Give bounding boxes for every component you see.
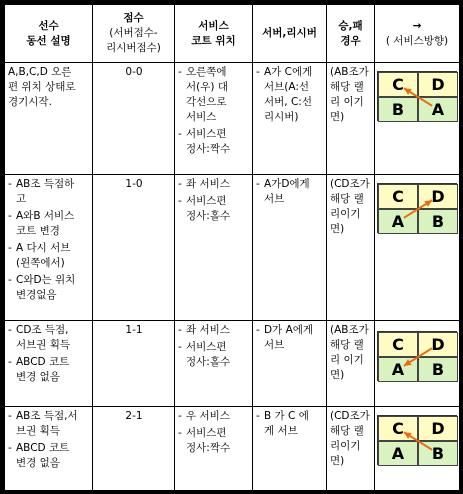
- player-b: B: [418, 209, 458, 234]
- win-loss-cell: (AB조가 해당 랠 리 이기 면): [327, 63, 375, 175]
- movement-cell: A,B,C,D 오른 편 위치 상태로 경기시작.: [5, 63, 93, 175]
- player-c: C: [378, 332, 418, 357]
- table-row: [5, 407, 460, 491]
- court-diagram: [377, 331, 457, 381]
- player-c: C: [378, 72, 418, 97]
- direction-cell: [375, 63, 460, 175]
- player-a: A: [378, 209, 418, 234]
- player-b: B: [418, 441, 458, 466]
- score-cell: 0-0: [93, 63, 175, 175]
- header-score: 점수 (서버점수- 리시버점수): [93, 5, 175, 63]
- court-diagram: [377, 415, 457, 465]
- player-a: A: [378, 357, 418, 382]
- player-c: C: [378, 416, 418, 441]
- service-court-cell: - 좌 서비스 - 서비스편 정사:홀수: [175, 321, 253, 407]
- movement-cell: - AB조 득점,서 브권 획득 - ABCD 코트 변경 없음: [5, 407, 93, 491]
- table-row: [5, 63, 460, 175]
- table-row: [5, 321, 460, 407]
- header-server-receiver: 서버,리시버: [253, 5, 327, 63]
- player-d: D: [418, 184, 458, 209]
- player-a: A: [418, 97, 458, 122]
- movement-cell: - CD조 득점, 서브권 획득 - ABCD 코트 변경 없음: [5, 321, 93, 407]
- score-cell: 1-0: [93, 175, 175, 321]
- header-service-court: 서비스 코트 위치: [175, 5, 253, 63]
- server-receiver-cell: - A가D에게 서브: [253, 175, 327, 321]
- service-arrow: [378, 416, 458, 466]
- player-d: D: [418, 416, 458, 441]
- service-arrow: [378, 184, 458, 234]
- service-arrow: [378, 72, 458, 122]
- service-court-cell: - 우 서비스 - 서비스편 정사:짝수: [175, 407, 253, 491]
- player-d: D: [418, 332, 458, 357]
- direction-cell: [375, 321, 460, 407]
- player-c: C: [378, 184, 418, 209]
- player-a: A: [378, 441, 418, 466]
- service-court-cell: - 좌 서비스 - 서비스편 정사:홀수: [175, 175, 253, 321]
- table-row: [5, 175, 460, 321]
- player-b: B: [378, 97, 418, 122]
- win-loss-cell: (AB조가 해당 랠 리 이기 면): [327, 321, 375, 407]
- court-diagram: [377, 71, 457, 121]
- win-loss-cell: (CD조가 해당 랠 리이기 면): [327, 175, 375, 321]
- header-win-loss: 승,패 경우: [327, 5, 375, 63]
- win-loss-cell: (CD조가 해당 랠 리이기 면): [327, 407, 375, 491]
- player-d: D: [418, 72, 458, 97]
- direction-cell: [375, 175, 460, 321]
- service-court-cell: - 오른쪽에 서(우) 대 각선으로 서비스 - 서비스편 정사:짝수: [175, 63, 253, 175]
- score-cell: 1-1: [93, 321, 175, 407]
- header-service-direction: → ( 서비스방향): [375, 5, 460, 63]
- server-receiver-cell: - B 가 C 에 게 서브: [253, 407, 327, 491]
- rules-table: [4, 4, 460, 491]
- server-receiver-cell: - A가 C에게 서브(A:선 서버, C:선 리시버): [253, 63, 327, 175]
- header-player-movement: 선수 동선 설명: [5, 5, 93, 63]
- movement-cell: - AB조 득점하 고 - A와B 서비스 코트 변경 - A 다시 서브 (왼쪽에서) - C와D는 위치 변경없음: [5, 175, 93, 321]
- server-receiver-cell: - D가 A에게 서브: [253, 321, 327, 407]
- service-arrow: [378, 332, 458, 382]
- direction-cell: [375, 407, 460, 491]
- score-cell: 2-1: [93, 407, 175, 491]
- player-b: B: [418, 357, 458, 382]
- court-diagram: [377, 183, 457, 233]
- header-row: [5, 5, 460, 63]
